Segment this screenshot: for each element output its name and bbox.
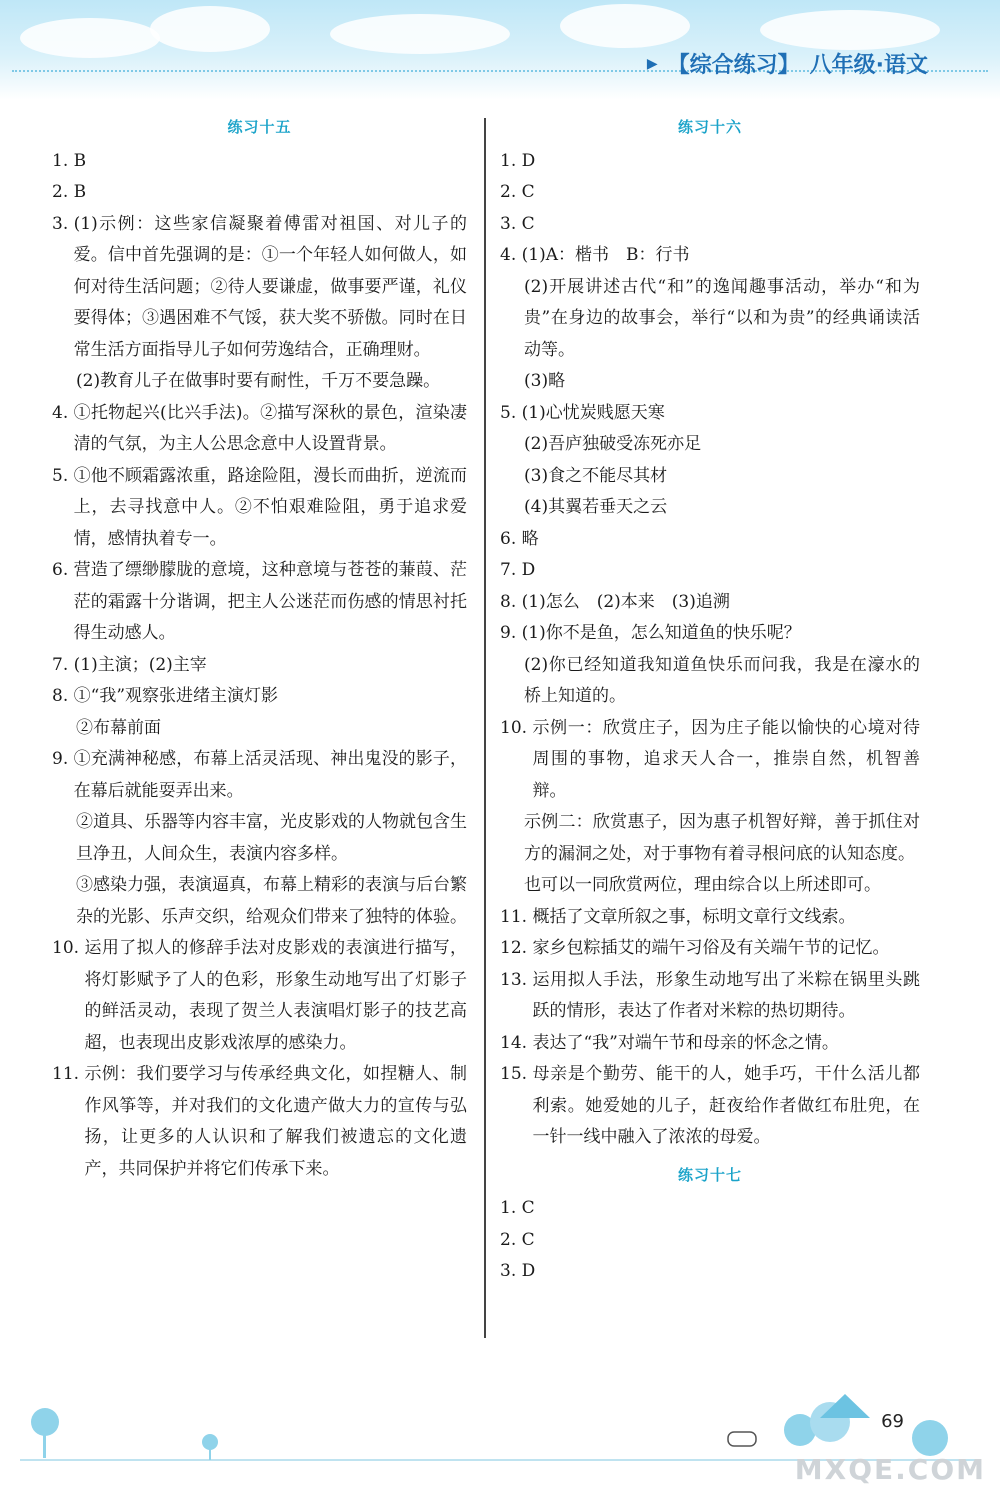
list-item: [500, 713, 920, 808]
item-text: 运用了拟人的修辞手法对皮影戏的表演进行描写，将灯影赋予了人的色彩，形象生动地写出了灯影子的鲜活灵动，表现了贺兰人表演唱灯影子的技艺高超，也表现出皮影戏浓厚的感染力。: [84, 938, 467, 1053]
book-section-title: 【综合练习】: [667, 53, 800, 78]
list-item: [52, 933, 467, 1059]
item-number: 11.: [500, 906, 533, 927]
grade-subject-label: 八年级·语文: [809, 53, 928, 78]
item-text: 表达了“我”对端午节和母亲的怀念之情。: [532, 1032, 839, 1053]
item-text: B: [73, 150, 87, 171]
answer-list: [500, 1193, 920, 1288]
list-item: [500, 177, 920, 209]
item-number: 6.: [52, 560, 74, 580]
item-number: 3.: [500, 213, 522, 234]
left-column: [52, 112, 467, 1185]
list-item: [500, 965, 920, 1028]
section-heading: 练习十六: [677, 118, 742, 136]
item-subpart: (3)略: [524, 371, 566, 391]
list-item: [500, 1193, 920, 1225]
item-number: 1.: [500, 1198, 522, 1218]
list-item: [500, 1225, 920, 1257]
item-text: D: [521, 150, 536, 171]
item-number: 2.: [500, 1229, 522, 1250]
item-subpart: ②布幕前面: [76, 717, 161, 738]
list-item: [52, 1059, 467, 1185]
item-number: 8.: [500, 591, 522, 612]
list-item: [52, 555, 467, 650]
item-subpart: (2)开展讲述古代“和”的逸闻趣事活动，举办“和为贵”在身边的故事会，举行“以和为贵”的经典诵读活动等。: [524, 276, 920, 360]
item-text: 略: [521, 528, 539, 549]
item-subpart: (2)吾庐独破受冻死亦足: [524, 434, 702, 454]
item-text: 示例一：欣赏庄子，因为庄子能以愉快的心境对待周围的事物，追求天人合一，推崇自然，机智善辩。: [532, 717, 920, 801]
item-number: 1.: [500, 150, 522, 171]
item-text: (1)怎么 (2)本来 (3)追溯: [521, 591, 730, 612]
list-item: [500, 587, 920, 619]
item-subpart: 也可以一同欣赏两位，理由综合以上所述即可。: [524, 875, 881, 895]
column-divider: [484, 118, 486, 1338]
item-text: 母亲是个勤劳、能干的人，她手巧，干什么活儿都利索。她爱她的儿子，赶夜给作者做红布肚兜，在一针一线中融入了浓浓的母爱。: [532, 1064, 920, 1147]
item-number: 10.: [500, 717, 533, 738]
item-subpart: (2)你已经知道我知道鱼快乐而问我，我是在濠水的桥上知道的。: [524, 654, 920, 706]
item-text: 运用拟人手法，形象生动地写出了米粽在锅里头跳跃的情形，表达了作者对米粽的热切期待。: [532, 969, 920, 1021]
answer-list: [500, 146, 920, 1154]
list-item: [500, 618, 920, 650]
item-number: 5.: [500, 402, 522, 423]
item-text: ①他不顾霜露浓重，路途险阻，漫长而曲折，逆流而上，去寻找意中人。②不怕艰难险阻，勇于追求爱情，感情执着专一。: [73, 465, 467, 549]
item-text: 家乡包粽插艾的端午习俗及有关端午节的记忆。: [532, 938, 890, 958]
item-text: (1)主演；(2)主宰: [73, 654, 207, 675]
item-text: C: [521, 182, 535, 202]
item-number: 8.: [52, 686, 74, 706]
triangle-icon: ▶: [646, 55, 658, 72]
item-subpart: ③感染力强，表演逼真，布幕上精彩的表演与后台繁杂的光影、乐声交织，给观众们带来了独特的体验。: [76, 875, 467, 927]
list-item: [52, 650, 467, 682]
list-item: [500, 240, 920, 272]
item-text: ①托物起兴(比兴手法)。②描写深秋的景色，渲染凄清的气氛，为主人公思念意中人设置背景。: [73, 402, 467, 454]
item-text: D: [521, 560, 536, 580]
item-number: 4.: [500, 245, 522, 265]
item-text: (1)你不是鱼，怎么知道鱼的快乐呢？: [521, 623, 801, 643]
item-text: 营造了缥缈朦胧的意境，这种意境与苍苍的蒹葭、茫茫的霜露十分谐调，把主人公迷茫而伤感的情思衬托得生动感人。: [73, 560, 467, 643]
item-number: 7.: [500, 560, 522, 580]
item-number: 3.: [500, 1261, 522, 1281]
list-item: [500, 1059, 920, 1154]
list-item: [52, 209, 467, 367]
item-text: ①“我”观察张进绪主演灯影: [73, 686, 279, 706]
item-text: 概括了文章所叙之事，标明文章行文线索。: [532, 906, 856, 927]
item-number: 4.: [52, 402, 74, 423]
item-text: C: [521, 1198, 535, 1218]
list-item: [52, 461, 467, 556]
item-number: 11.: [52, 1064, 85, 1084]
list-item: [500, 398, 920, 430]
list-item: [500, 933, 920, 965]
item-number: 7.: [52, 654, 74, 675]
item-number: 5.: [52, 465, 74, 486]
item-number: 3.: [52, 213, 74, 234]
item-text: ①充满神秘感，布幕上活灵活现、神出鬼没的影子，在幕后就能耍弄出来。: [73, 749, 467, 801]
list-item: [500, 555, 920, 587]
item-text: 示例：我们要学习与传承经典文化，如捏糖人、制作风筝等，并对我们的文化遗产做大力的宣传与弘扬，让更多的人认识和了解我们被遗忘的文化遗产，共同保护并将它们传承下来。: [84, 1064, 467, 1179]
item-text: C: [521, 1229, 535, 1250]
item-number: 14.: [500, 1032, 533, 1053]
item-number: 1.: [52, 150, 74, 171]
section-heading: 练习十七: [677, 1165, 742, 1184]
item-subpart: (2)教育儿子在做事时要有耐性，千万不要急躁。: [76, 371, 441, 391]
list-item: [500, 1028, 920, 1060]
item-text: (1)心忧炭贱愿天寒: [521, 402, 665, 423]
item-subpart: ②道具、乐器等内容丰富，光皮影戏的人物就包含生旦净丑，人间众生，表演内容多样。: [76, 812, 467, 864]
answer-list: [52, 146, 467, 1186]
item-number: 6.: [500, 528, 522, 549]
page-number: 69: [881, 1411, 904, 1432]
list-item: [52, 177, 467, 209]
item-number: 2.: [500, 182, 522, 202]
header-title-block: [647, 48, 928, 79]
watermark: MXQE.COM: [794, 1453, 986, 1486]
list-item: [500, 902, 920, 934]
item-subpart: (4)其翼若垂天之云: [524, 497, 668, 517]
item-text: C: [521, 213, 535, 234]
item-number: 10.: [52, 938, 85, 958]
list-item: [500, 146, 920, 178]
item-text: B: [73, 182, 87, 202]
item-subpart: 示例二：欣赏惠子，因为惠子机智好辩，善于抓住对方的漏洞之处，对于事物有着寻根问底的认知态度。: [524, 812, 920, 864]
item-number: 12.: [500, 938, 533, 958]
item-subpart: (3)食之不能尽其材: [524, 465, 668, 486]
list-item: [52, 681, 467, 713]
item-number: 13.: [500, 969, 533, 990]
item-number: 2.: [52, 182, 74, 202]
item-number: 9.: [52, 749, 74, 769]
item-number: 15.: [500, 1064, 533, 1084]
item-text: (1)A：楷书 B：行书: [521, 245, 690, 265]
right-column: [500, 112, 920, 1288]
item-text: (1)示例：这些家信凝聚着傅雷对祖国、对儿子的爱。信中首先强调的是：①一个年轻人如何做人，如何对待生活问题；②待人要谦虚，做事要严谨，礼仪要得体；③遇困难不气馁，获大奖不骄傲。同时在日常生活方面指导儿子如何劳逸结合，正确理财。: [73, 213, 467, 360]
list-item: [500, 1256, 920, 1288]
item-number: 9.: [500, 623, 522, 643]
list-item: [52, 146, 467, 178]
list-item: [500, 524, 920, 556]
list-item: [52, 744, 467, 807]
list-item: [500, 209, 920, 241]
item-text: D: [521, 1261, 536, 1281]
list-item: [52, 398, 467, 461]
section-heading: 练习十五: [227, 118, 292, 136]
